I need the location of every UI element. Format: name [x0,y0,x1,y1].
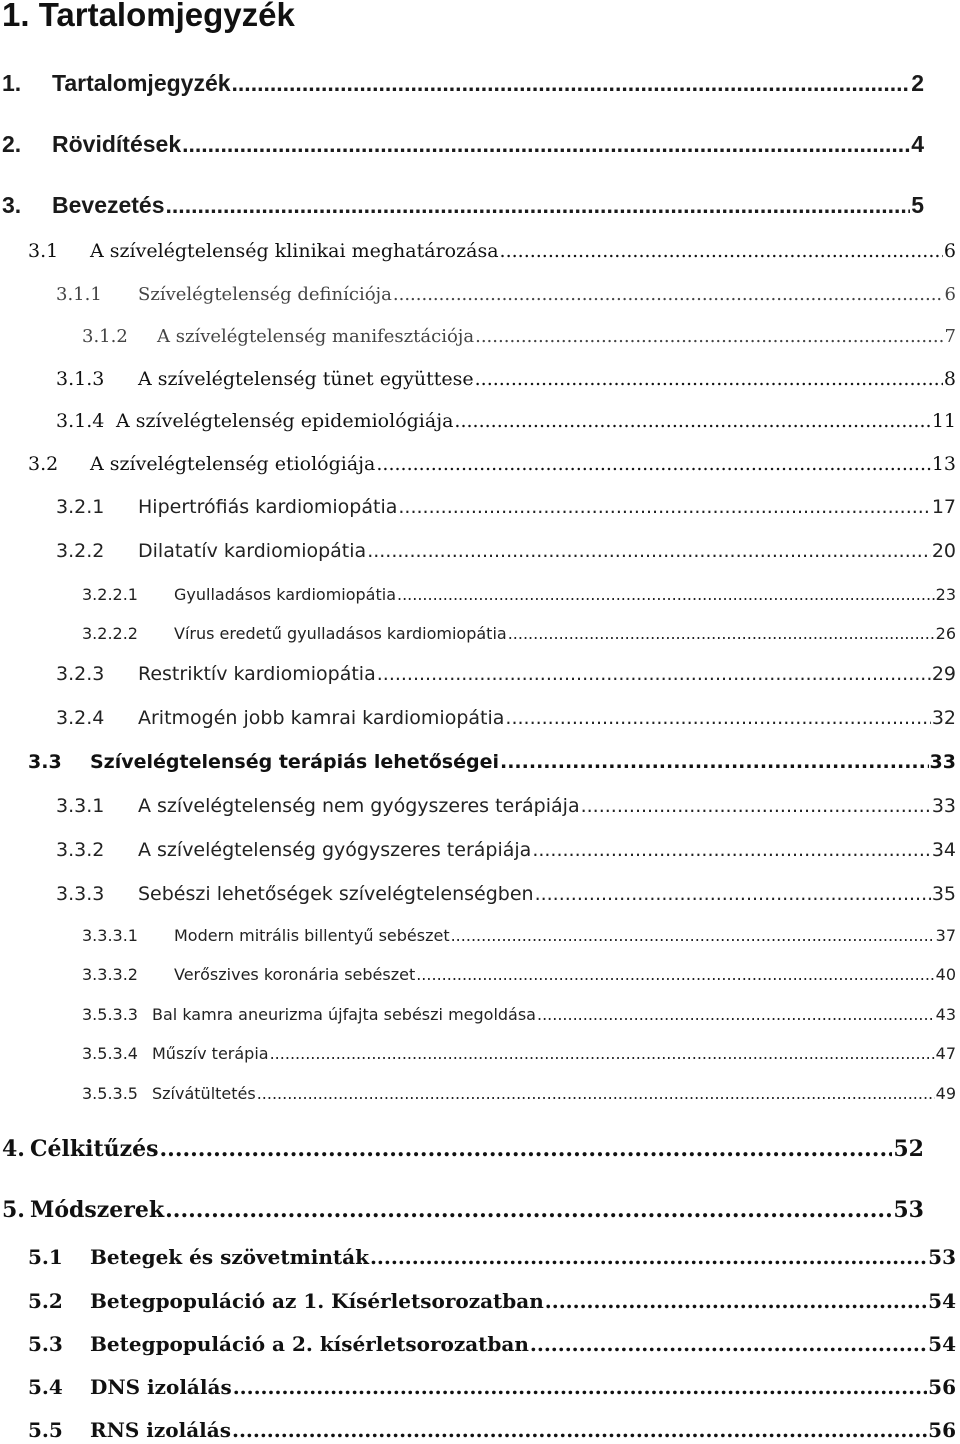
dot-leader [166,192,911,219]
toc-entry-page-number: 26 [935,624,956,643]
toc-entry[interactable] [82,1005,956,1024]
toc-entry-title: Bal kamra aneurizma újfajta sebészi megoldása [152,1005,536,1024]
toc-entry-title: Szívelégtelenség definíciója [138,284,392,305]
toc-entry-number: 3.5.3.3 [82,1005,138,1024]
dot-leader [508,624,935,643]
dot-leader [530,1332,927,1356]
page-title: 1. Tartalomjegyzék [2,0,295,33]
toc-entry[interactable] [56,410,956,432]
toc-entry[interactable] [2,1136,924,1162]
toc-entry-number: 3.2.2.2 [82,624,138,643]
toc-entry-number: 5. [2,1197,25,1223]
toc-entry[interactable] [56,839,956,861]
toc-entry-title: A szívelégtelenség gyógyszeres terápiája [138,839,532,861]
toc-entry-title: Verőszives koronária sebészet [174,965,416,984]
toc-entry[interactable] [28,453,956,475]
toc-entry-title: Módszerek [30,1197,165,1223]
toc-entry-number: 5.3 [28,1332,63,1356]
toc-entry-number: 2. [2,131,22,157]
dot-leader [475,326,943,347]
toc-entry[interactable] [28,1418,956,1442]
dot-leader [377,663,931,685]
toc-entry-title: Restriktív kardiomiopátia [138,663,376,685]
toc-entry-title: Műszív terápia [152,1044,269,1063]
toc-entry[interactable] [2,131,924,158]
toc-entry-page-number: 56 [928,1418,956,1442]
toc-entry-title: Szívátültetés [152,1084,256,1103]
dot-leader [535,883,931,905]
toc-entry[interactable] [82,1084,956,1103]
toc-entry[interactable] [82,624,956,643]
toc-entry-number: 5.5 [28,1418,63,1442]
toc-entry-page-number: 34 [931,839,956,861]
toc-entry-number: 4. [2,1136,25,1162]
toc-entry-number: 3.2.1 [56,496,105,518]
toc-entry-title: Célkitűzés [30,1136,159,1162]
toc-entry-page-number: 13 [931,453,956,475]
dot-leader [532,839,931,861]
toc-entry-number: 3.2.4 [56,707,105,729]
toc-entry-title: Sebészi lehetőségek szívelégtelenségben [138,883,534,905]
dot-leader [232,70,911,97]
toc-entry-number: 5.2 [28,1289,63,1313]
toc-entry-title: A szívelégtelenség klinikai meghatározása [90,240,499,262]
toc-entry[interactable] [28,1332,956,1356]
toc-entry-page-number: 54 [928,1289,956,1313]
toc-entry-page-number: 8 [943,368,956,390]
dot-leader [182,131,910,158]
toc-entry[interactable] [56,284,956,305]
toc-entry-page-number: 6 [943,240,956,262]
toc-entry-page-number: 53 [928,1245,956,1269]
toc-entry[interactable] [56,883,956,905]
toc-entry[interactable] [56,795,956,817]
toc-entry[interactable] [28,1375,956,1399]
toc-entry-number: 3.1.4 [56,410,105,432]
dot-leader [500,751,929,773]
toc-entry[interactable] [82,585,956,604]
dot-leader [257,1084,935,1103]
toc-entry-title: DNS izolálás [90,1375,232,1399]
toc-entry-number: 3.5.3.4 [82,1044,138,1063]
toc-entry[interactable] [82,926,956,945]
toc-entry-page-number: 33 [931,795,956,817]
dot-leader [505,707,930,729]
toc-entry-page-number: 56 [928,1375,956,1399]
toc-entry-number: 3.2.3 [56,663,105,685]
dot-leader [370,1245,927,1269]
dot-leader [393,284,944,305]
toc-entry-number: 3. [2,192,22,218]
dot-leader [416,965,934,984]
dot-leader [233,1375,927,1399]
toc-entry-page-number: 47 [935,1044,956,1063]
toc-entry-page-number: 4 [911,131,924,157]
toc-entry[interactable] [56,707,956,729]
toc-entry-title: Betegek és szövetminták [90,1245,369,1269]
dot-leader [398,496,930,518]
toc-entry-number: 3.3.3.2 [82,965,138,984]
dot-leader [451,926,935,945]
toc-entry-number: 3.2.2.1 [82,585,138,604]
toc-entry-number: 3.3.3 [56,883,105,905]
toc-entry-title: A szívelégtelenség manifesztációja [157,326,475,347]
toc-entry-page-number: 49 [935,1084,956,1103]
toc-entry-page-number: 33 [929,751,956,773]
toc-entry-number: 3.2.2 [56,540,105,562]
dot-leader [500,240,943,262]
toc-entry-title: Hipertrófiás kardiomiopátia [138,496,398,518]
toc-entry-title: RNS izolálás [90,1418,231,1442]
toc-entry-page-number: 40 [935,965,956,984]
toc-entry[interactable] [56,496,956,518]
toc-entry-number: 3.1.1 [56,284,102,305]
toc-entry-title: Bevezetés [52,192,165,218]
toc-entry[interactable] [56,663,956,685]
toc-entry-page-number: 54 [928,1332,956,1356]
toc-entry-title: Vírus eredetű gyulladásos kardiomiopátia [174,624,507,643]
toc-entry-page-number: 7 [944,326,956,347]
toc-entry[interactable] [2,1197,924,1223]
toc-entry-title: Dilatatív kardiomiopátia [138,540,367,562]
toc-entry-number: 3.3.3.1 [82,926,138,945]
toc-entry-title: Szívelégtelenség terápiás lehetőségei [90,751,499,773]
toc-entry[interactable] [82,326,956,347]
toc-entry-page-number: 43 [935,1005,956,1024]
toc-entry-number: 5.4 [28,1375,63,1399]
dot-leader [160,1136,893,1162]
toc-entry-title: Betegpopuláció a 2. kísérletsorozatban [90,1332,529,1356]
dot-leader [270,1044,935,1063]
toc-entry[interactable] [28,1245,956,1269]
toc-entry-number: 3.3.1 [56,795,105,817]
dot-leader [545,1289,927,1313]
dot-leader [475,368,943,390]
dot-leader [367,540,931,562]
toc-entry-page-number: 37 [935,926,956,945]
dot-leader [165,1197,892,1223]
toc-entry-number: 3.3 [28,751,62,773]
toc-entry[interactable] [28,1289,956,1313]
toc-entry[interactable] [28,240,956,262]
toc-entry-page-number: 35 [931,883,956,905]
toc-entry-number: 3.2 [28,453,59,475]
toc-entry-number: 3.5.3.5 [82,1084,138,1103]
toc-entry-title: Betegpopuláció az 1. Kísérletsorozatban [90,1289,544,1313]
toc-entry-page-number: 5 [911,192,924,218]
toc-entry-page-number: 6 [944,284,956,305]
dot-leader [581,795,931,817]
toc-entry[interactable] [2,192,924,219]
toc-entry-number: 3.3.2 [56,839,105,861]
toc-entry-title: A szívelégtelenség nem gyógyszeres terápiája [138,795,580,817]
toc-entry[interactable] [28,751,956,773]
toc-entry-number: 3.1.3 [56,368,105,390]
toc-entry-page-number: 52 [893,1136,924,1162]
toc-entry-title: Rövidítések [52,131,182,157]
toc-entry-title: Aritmogén jobb kamrai kardiomiopátia [138,707,505,729]
dot-leader [537,1005,935,1024]
toc-entry[interactable] [56,368,956,390]
toc-entry-page-number: 29 [931,663,956,685]
toc-entry-number: 3.1.2 [82,326,128,347]
toc-entry-title: Tartalomjegyzék [52,70,231,96]
toc-entry-page-number: 32 [931,707,956,729]
toc-entry-page-number: 11 [931,410,956,432]
toc-entry-title: Modern mitrális billentyű sebészet [174,926,450,945]
toc-entry[interactable] [56,540,956,562]
toc-entry-page-number: 2 [911,70,924,96]
toc-entry-page-number: 53 [893,1197,924,1223]
toc-entry[interactable] [82,965,956,984]
toc-entry-number: 3.1 [28,240,59,262]
toc-entry-page-number: 17 [931,496,956,518]
toc-entry-title: Gyulladásos kardiomiopátia [174,585,396,604]
toc-entry-title: A szívelégtelenség tünet együttese [138,368,474,390]
toc-entry[interactable] [82,1044,956,1063]
toc-entry-title: A szívelégtelenség epidemiológiája [116,410,454,432]
toc-entry-number: 5.1 [28,1245,63,1269]
toc-entry[interactable] [2,70,924,97]
toc-entry-page-number: 23 [935,585,956,604]
dot-leader [397,585,935,604]
toc-entry-number: 1. [2,70,22,96]
dot-leader [376,453,930,475]
toc-entry-title: A szívelégtelenség etiológiája [90,453,376,475]
dot-leader [454,410,930,432]
dot-leader [232,1418,927,1442]
toc-entry-page-number: 20 [931,540,956,562]
